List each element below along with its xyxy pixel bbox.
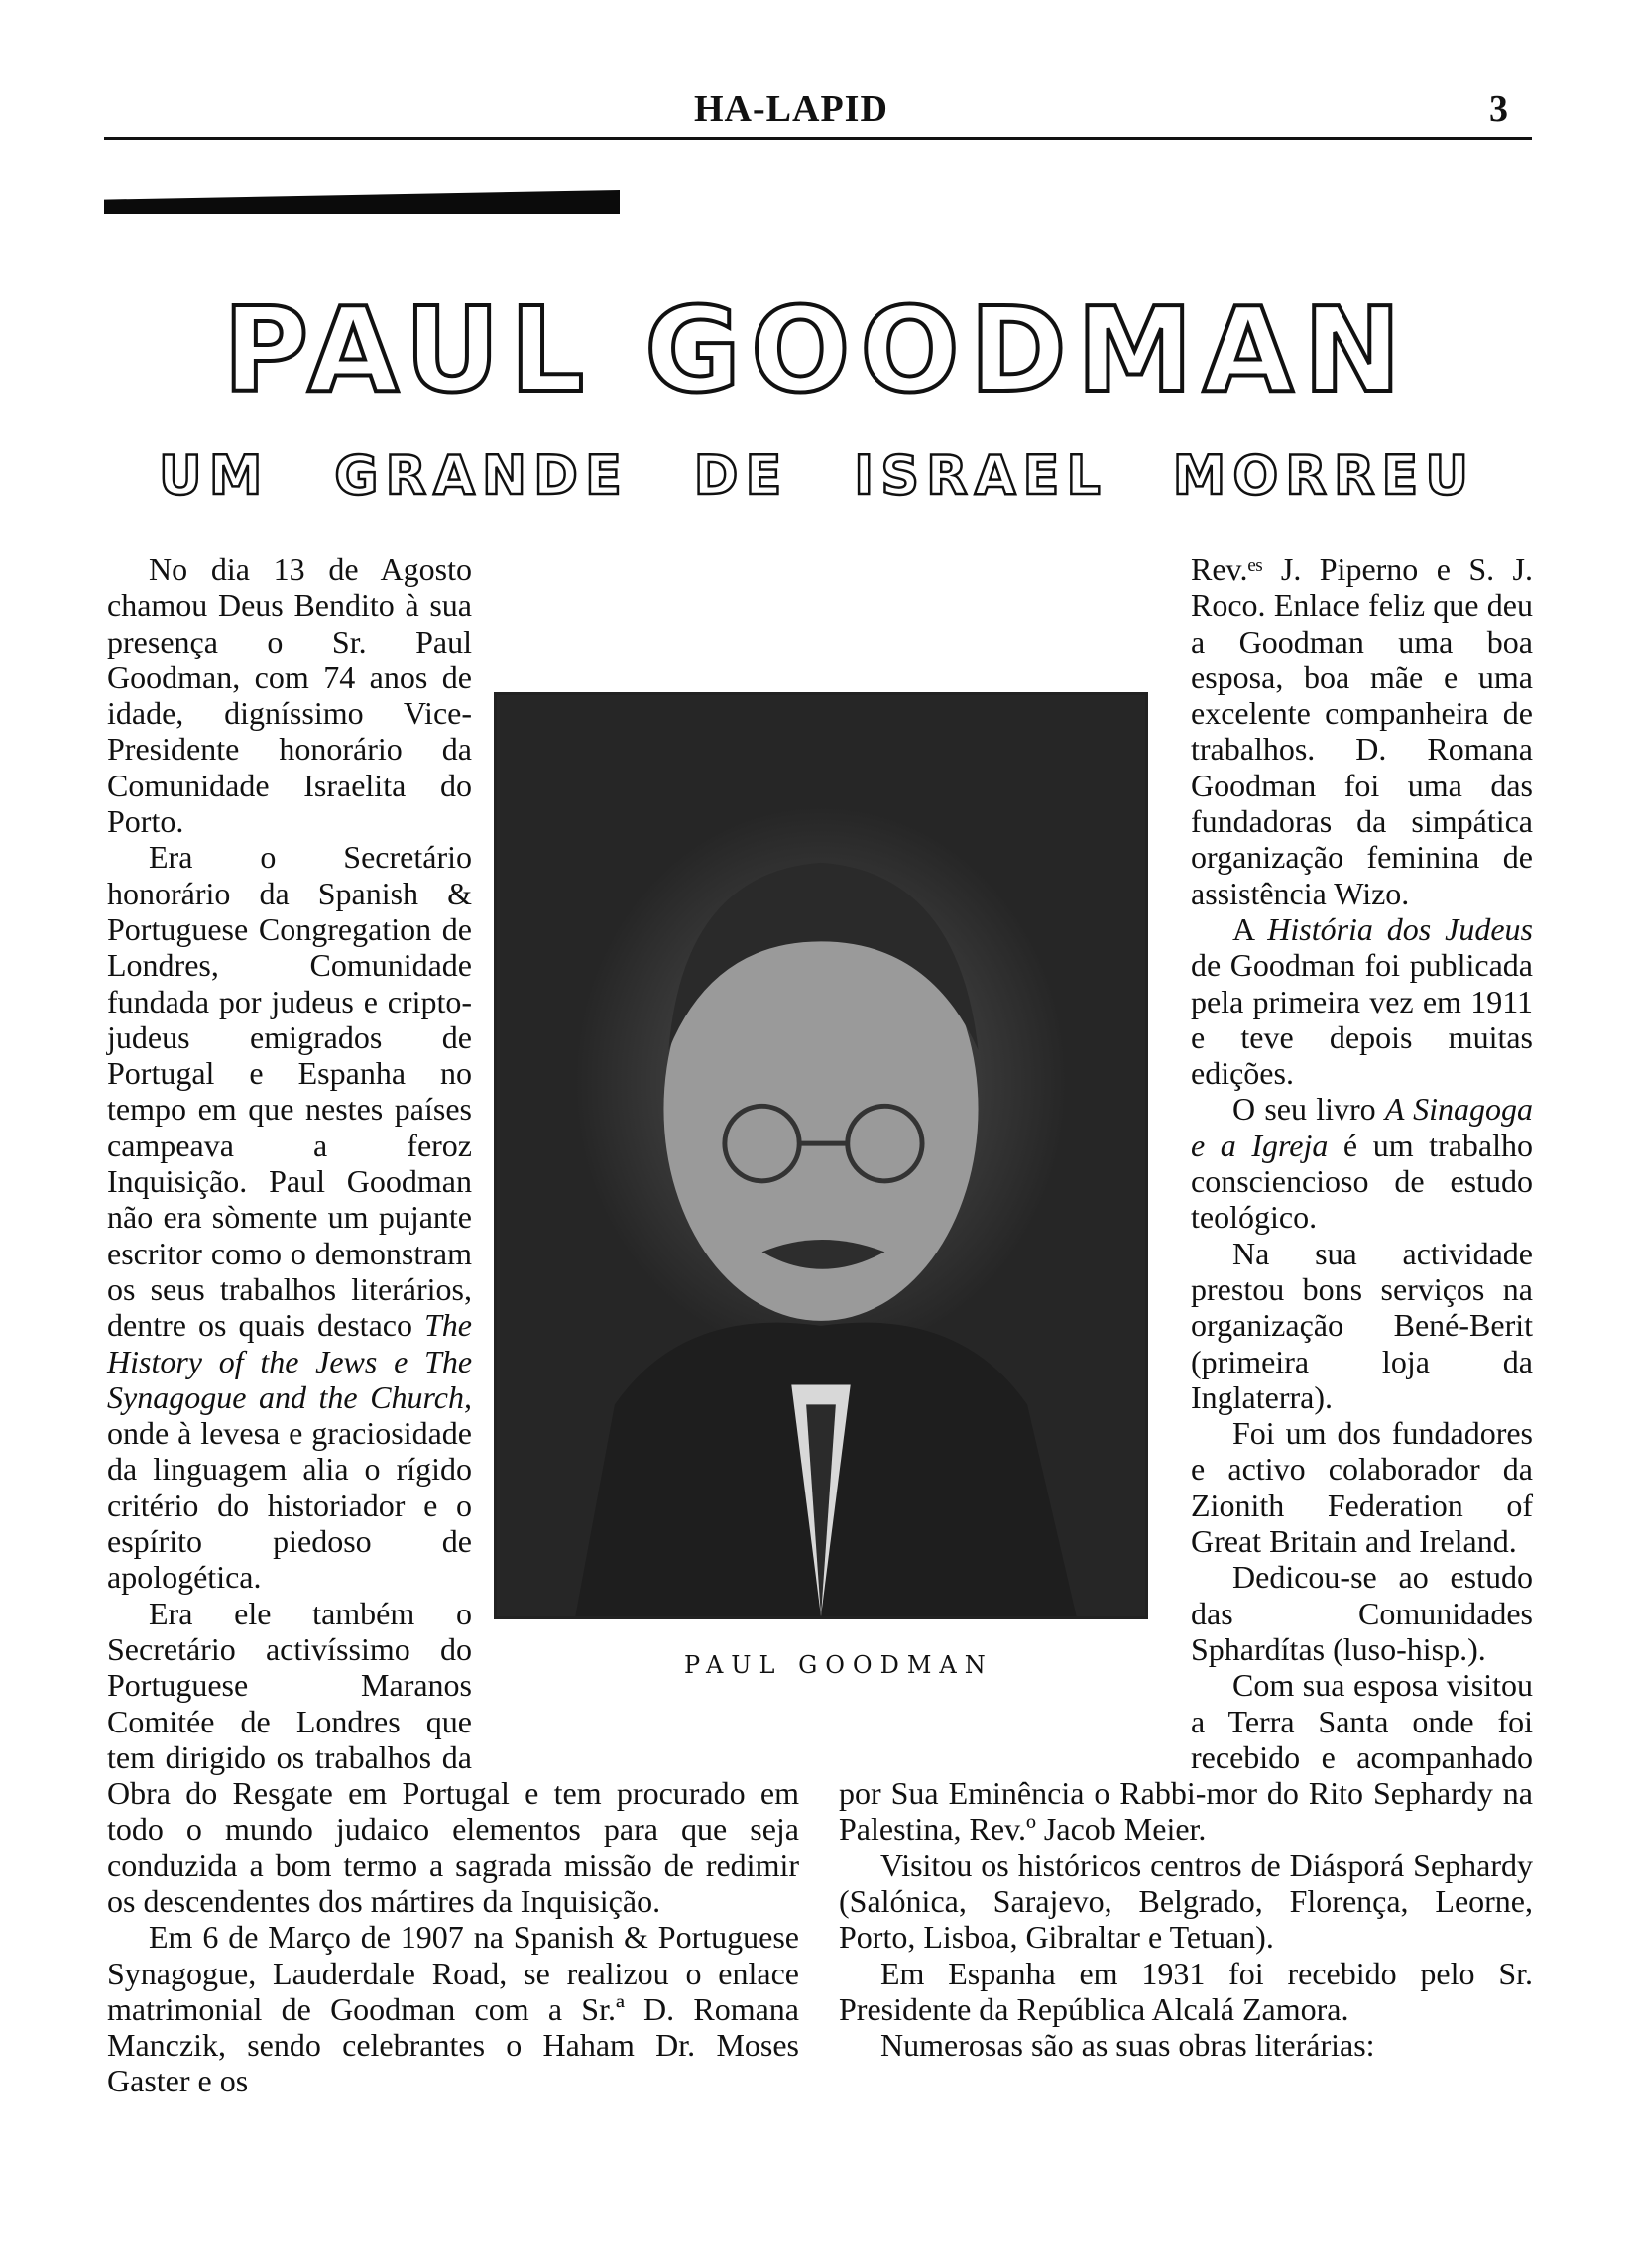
left-paragraph-2: Era o Secretário honorário da Spanish & Portuguese Congregation de Londres, Comunidade fundada por judeus e cripto-judeus emigrados de Portugal e Espanha no tempo em que nestes países campeava a feroz Inquisição. Paul Goodman não era sòmente um pujante escritor como o demonstram os seus trabalhos literários, dentre os quais destaco The History of the Jews e The Synagogue and the Church, onde à levesa e graciosidade da linguagem alia o rígido critério do historiador e o espírito piedoso de apologética. [107,839,473,1596]
right-paragraph-8: Visitou os históricos centros de Diásporá Sephardy (Salónica, Sarajevo, Belgrado, Florença, Leorne, Porto, Lisboa, Gibraltar e Tetuan). [839,1847,1533,1956]
page-number: 3 [1489,88,1508,130]
decorative-bar [104,190,620,214]
article-title: PAUL GOODMAN [222,282,1412,418]
portrait-illustration [497,695,1145,1616]
right-paragraph-1: Rev.ᵉˢ J. Piperno e S. J. Roco. Enlace feliz que deu a Goodman uma boa esposa, boa mãe e uma excelente companheira de trabalhos. D. Romana Goodman foi uma das fundadoras da simpática organização feminina de assistência Wizo. [1191,551,1533,911]
left-paragraph-1: No dia 13 de Agosto chamou Deus Bendito à sua presença o Sr. Paul Goodman, com 74 anos de idade, digníssimo Vice-Presidente honorário da Comunidade Israelita do Porto. [107,551,472,840]
right-paragraph-9: Em Espanha em 1931 foi recebido pelo Sr. Presidente da República Alcalá Zamora. [839,1955,1533,2027]
header-rule [104,137,1532,140]
portrait-photo-icon [494,692,1148,1619]
book-title-history: The History of the Jews [107,1307,472,1379]
book-title-synagogue: The Synagogue and the Church, [107,1343,473,1415]
right-paragraph-4: Na sua actividade prestou bons serviços na organização Bené-Berit (primeira loja da Inglaterra). [1191,1235,1533,1415]
right-paragraph-6: Dedicou-se ao estudo das Comunidades Sphardítas (luso-hisp.). [1191,1559,1533,1667]
right-paragraph-10: Numerosas são as suas obras literárias: [880,2027,1375,2064]
book-title-sinagoga: A Sinagoga e a Igreja [1191,1091,1533,1163]
book-title-historia: História dos Judeus [1267,910,1534,947]
portrait-caption: PAUL GOODMAN [684,1651,993,1679]
right-paragraph-5: Foi um dos fundadores e activo colaborador da Zionith Federation of Great Britain and Ireland. [1191,1415,1533,1560]
left-paragraph-4: Em 6 de Março de 1907 na Spanish & Portuguese Synagogue, Lauderdale Road, se realizou o enlace matrimonial de Goodman com a Sr.ª D. Romana Manczik, sendo celebrantes o Haham Dr. Moses Gaster e os [107,1919,799,2099]
left-paragraph-3: Era ele também o Secretário activíssimo do Portuguese Maranos Comitée de Londres que tem dirigido os trabalhos da Obra do Resgate em Portugal e tem procurado em todo o mundo judaico elementos para que seja conduzida a bom termo a sagrada missão de redimir os descendentes dos mártires da Inquisição. [107,1595,799,1919]
article-subtitle: UM GRANDE DE ISRAEL MORREU [158,444,1476,507]
running-title: HA-LAPID [694,88,888,130]
right-paragraph-7: Com sua esposa visitou a Terra Santa onde foi recebido e acompanhado por Sua Eminência o Rabbi-mor do Rito Sephardy na Palestina, Rev.º Jacob Meier. [839,1667,1533,1848]
right-paragraph-3: O seu livro A Sinagoga e a Igreja é um trabalho consciencioso de estudo teológico. [1191,1091,1534,1236]
right-paragraph-2: A História dos Judeus de Goodman foi publicada pela primeira vez em 1911 e teve depois muitas edições. [1191,910,1534,1092]
